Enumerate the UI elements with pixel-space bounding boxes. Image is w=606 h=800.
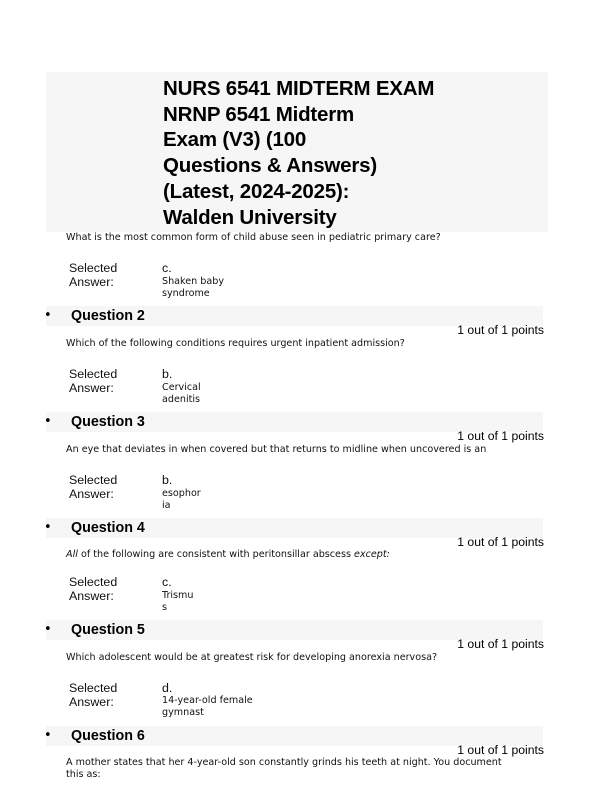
bullet-icon: • [44,728,52,743]
question-3-answer-text: esophor ia [162,488,201,511]
question-4-heading: Question 4 [71,520,145,536]
question-3-answer-letter: b. [162,473,173,487]
document-title: NURS 6541 MIDTERM EXAM NRNP 6541 Midterm Exam (V3) (100 Questions & Answers) (Latest, 2024-2025): Walden University [163,77,435,229]
question-1-text: What is the most common form of child abuse seen in pediatric primary care? [66,232,441,243]
question-6-points: 1 out of 1 points [457,743,544,757]
question-3-points: 1 out of 1 points [457,429,544,443]
question-2-text: Which of the following conditions requires urgent inpatient admission? [66,338,405,349]
question-4-answer-letter: c. [162,575,172,589]
bullet-icon: • [44,414,52,429]
question-4-answer-text: Trismu s [162,590,194,613]
question-5-answer-letter: d. [162,681,173,695]
question-5-answer-text: 14-year-old female gymnast [162,695,253,718]
question-6-text: A mother states that her 4-year-old son constantly grinds his teeth at night. You document this as: [66,757,502,780]
question-1-answer-text: Shaken baby syndrome [162,276,225,299]
question-1-answer-letter: c. [162,261,172,275]
question-5-heading: Question 5 [71,622,145,638]
question-5-selected-label: Selected Answer: [69,681,118,709]
bullet-icon: • [44,520,52,535]
question-2-heading: Question 2 [71,308,145,324]
question-3-selected-label: Selected Answer: [69,473,118,501]
bullet-icon: • [44,308,52,323]
question-4-text-emphasis-all: All [66,549,78,560]
question-4-text-body: of the following are consistent with peritonsillar abscess [77,549,355,560]
question-2-points: 1 out of 1 points [457,323,544,337]
question-4-selected-label: Selected Answer: [69,575,118,603]
question-3-text: An eye that deviates in when covered but that returns to midline when uncovered is an [66,444,487,455]
question-1-selected-label: Selected Answer: [69,261,118,289]
question-4-points: 1 out of 1 points [457,535,544,549]
question-4-text-emphasis-except: except: [354,549,390,560]
question-5-points: 1 out of 1 points [457,637,544,651]
question-2-answer-letter: b. [162,367,173,381]
question-6-heading: Question 6 [71,728,145,744]
question-5-text: Which adolescent would be at greatest risk for developing anorexia nervosa? [66,652,438,663]
bullet-icon: • [44,622,52,637]
question-4-text [66,549,536,561]
question-3-heading: Question 3 [71,414,145,430]
question-2-answer-text: Cervical adenitis [162,382,201,405]
title-block [46,72,548,232]
question-2-selected-label: Selected Answer: [69,367,118,395]
